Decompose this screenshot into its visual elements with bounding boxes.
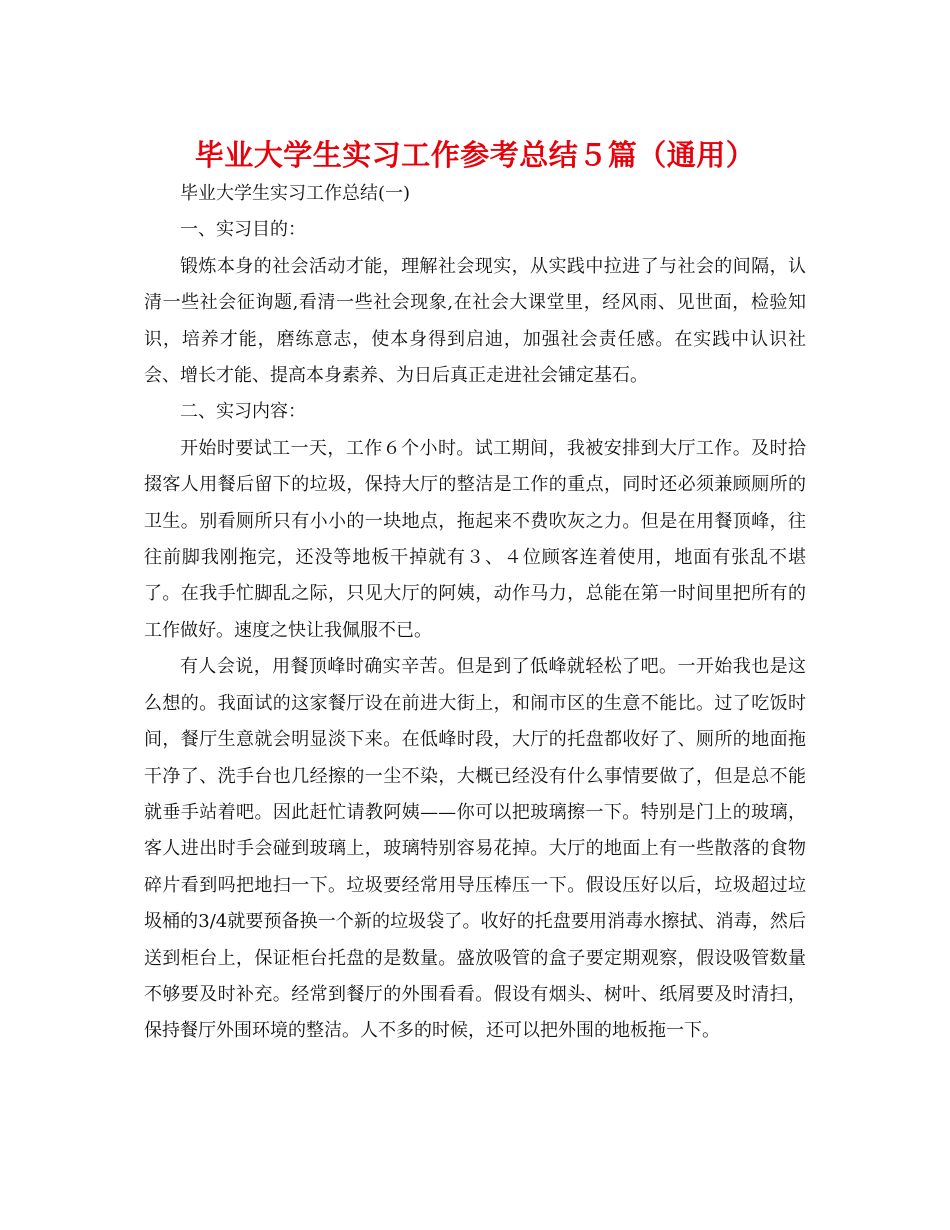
document-title: 毕业大学生实习工作参考总结５篇（通用） [194, 138, 756, 172]
section-heading-purpose: 一、实习目的： [180, 219, 306, 241]
paragraph-off-peak: 有人会说，用餐顶峰时确实辛苦。但是到了低峰就轻松了吧。一开始我也是这么想的。我面试的这家餐厅设在前进大街上，和闹市区的生意不能比。过了吃饭时间，餐厅生意就会明显淡下来。在低峰时段，大厅的托盘都收好了、厕所的地面拖干净了、洗手台也几经擦的一尘不染，大概已经没有什么事情要做了，但是总不能就垂手站着吧。因此赶忙请教阿姨——你可以把玻璃擦一下。特别是门上的玻璃，客人进出时手会碰到玻璃上，玻璃特别容易花掉。大厅的地面上有一些散落的食物碎片看到吗把地扫一下。垃圾要经常用导压棒压一下。假设压好以后，垃圾超过垃圾桶的3/4就要预备换一个新的垃圾袋了。收好的托盘要用消毒水擦拭、消毒，然后送到柜台上，保证柜台托盘的是数量。盛放吸管的盒子要定期观察，假设吸管数量不够要及时补充。经常到餐厅的外围看看。假设有烟头、树叶、纸屑要及时清扫，保持餐厅外围环境的整洁。人不多的时候，还可以把外围的地板拖一下。 [144, 656, 806, 1042]
document-body [144, 176, 806, 1050]
paragraph-trial-work: 开始时要试工一天，工作６个小时。试工期间，我被安排到大厅工作。及时拾掇客人用餐后留下的垃圾，保持大厅的整洁是工作的重点，同时还必须兼顾厕所的卫生。别看厕所只有小小的一块地点，拖起来不费吹灰之力。但是在用餐顶峰，往往前脚我刚拖完，还没等地板干掉就有３、４位顾客连着使用，地面有张乱不堪了。在我手忙脚乱之际，只见大厅的阿姨，动作马力，总能在第一时间里把所有的工作做好。速度之快让我佩服不已。 [144, 437, 806, 641]
section-heading-content: 二、实习内容： [180, 401, 306, 423]
paragraph-purpose: 锻炼本身的社会活动才能，理解社会现实，从实践中拉进了与社会的间隔，认清一些社会征询题,看清一些社会现象,在社会大课堂里，经风雨、见世面，检验知识，培养才能，磨练意志，使本身得到启迪，加强社会责任感。在实践中认识社会、增长才能、提高本身素养、为日后真正走进社会铺定基石。 [144, 255, 806, 387]
subtitle-paragraph: 毕业大学生实习工作总结(一) [180, 183, 411, 204]
